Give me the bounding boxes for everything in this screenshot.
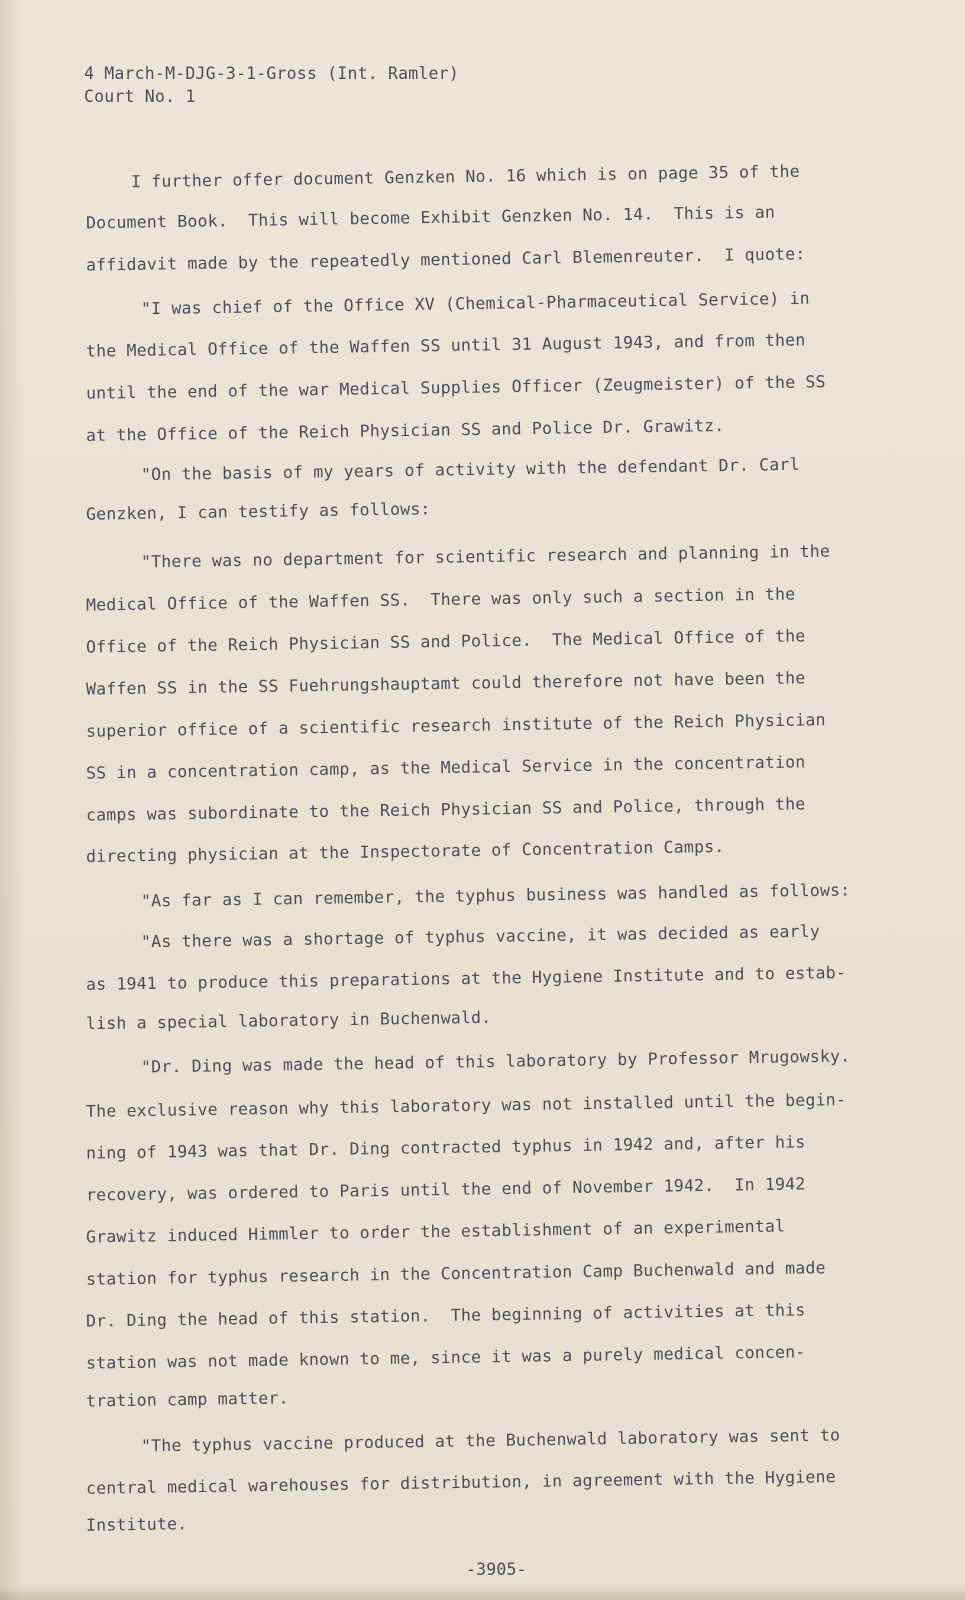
text-line: station for typhus research in the Concentration Camp Buchenwald and made	[85, 1258, 826, 1289]
header-reference-line: 4 March-M-DJG-3-1-Gross (Int. Ramler)	[84, 64, 459, 83]
text-line: Waffen SS in the SS Fuehrungshauptamt could therefore not have been the	[85, 668, 806, 699]
text-line: "As far as I can remember, the typhus business was handled as follows:	[140, 880, 851, 911]
text-line: station was not made known to me, since it was a purely medical concen-	[85, 1342, 806, 1373]
text-line: recovery, was ordered to Paris until the end of November 1942. In 1942	[85, 1174, 806, 1205]
text-line: until the end of the war Medical Supplies Officer (Zeugmeister) of the SS	[85, 372, 826, 403]
text-line: Institute.	[85, 1514, 188, 1535]
text-line: "Dr. Ding was made the head of this laboratory by Professor Mrugowsky.	[140, 1046, 851, 1077]
text-line: Medical Office of the Waffen SS. There was only such a section in the	[85, 584, 796, 615]
text-line: Dr. Ding the head of this station. The beginning of activities at this	[85, 1300, 806, 1331]
text-line: affidavit made by the repeatedly mentioned Carl Blemenreuter. I quote:	[85, 244, 806, 275]
text-line: ning of 1943 was that Dr. Ding contracted typhus in 1942 and, after his	[85, 1132, 806, 1163]
text-line: The exclusive reason why this laboratory was not installed until the begin-	[85, 1090, 847, 1121]
text-line: as 1941 to produce this preparations at the Hygiene Institute and to estab-	[85, 963, 847, 994]
text-line: the Medical Office of the Waffen SS until 31 August 1943, and from then	[85, 330, 806, 361]
text-line: Genzken, I can testify as follows:	[85, 499, 431, 524]
text-line: camps was subordinate to the Reich Physician SS and Police, through the	[85, 794, 806, 825]
text-line: Document Book. This will become Exhibit Genzken No. 14. This is an	[85, 202, 776, 233]
text-line: superior office of a scientific research institute of the Reich Physician	[85, 710, 826, 741]
text-line: I further offer document Genzken No. 16 which is on page 35 of the	[130, 161, 800, 192]
text-line: "On the basis of my years of activity with the defendant Dr. Carl	[140, 454, 800, 485]
text-line: Office of the Reich Physician SS and Police. The Medical Office of the	[85, 626, 806, 657]
text-line: directing physician at the Inspectorate of Concentration Camps.	[85, 836, 725, 867]
text-line: lish a special laboratory in Buchenwald.	[85, 1007, 492, 1034]
text-line: "There was no department for scientific research and planning in the	[140, 541, 831, 572]
document-header	[84, 62, 459, 108]
page-number: -3905-	[466, 1560, 527, 1579]
text-line: tration camp matter.	[85, 1388, 289, 1411]
text-line: central medical warehouses for distribution, in agreement with the Hygiene	[85, 1467, 837, 1498]
text-line: at the Office of the Reich Physician SS and Police Dr. Grawitz.	[85, 415, 725, 446]
text-line: "The typhus vaccine produced at the Buchenwald laboratory was sent to	[140, 1425, 841, 1456]
text-line: "I was chief of the Office XV (Chemical-Pharmaceutical Service) in	[140, 288, 810, 319]
text-line: SS in a concentration camp, as the Medical Service in the concentration	[85, 752, 806, 783]
text-line: "As there was a shortage of typhus vaccine, it was decided as early	[140, 921, 821, 952]
header-court-line: Court No. 1	[84, 87, 196, 106]
text-line: Grawitz induced Himmler to order the establishment of an experimental	[85, 1216, 786, 1247]
